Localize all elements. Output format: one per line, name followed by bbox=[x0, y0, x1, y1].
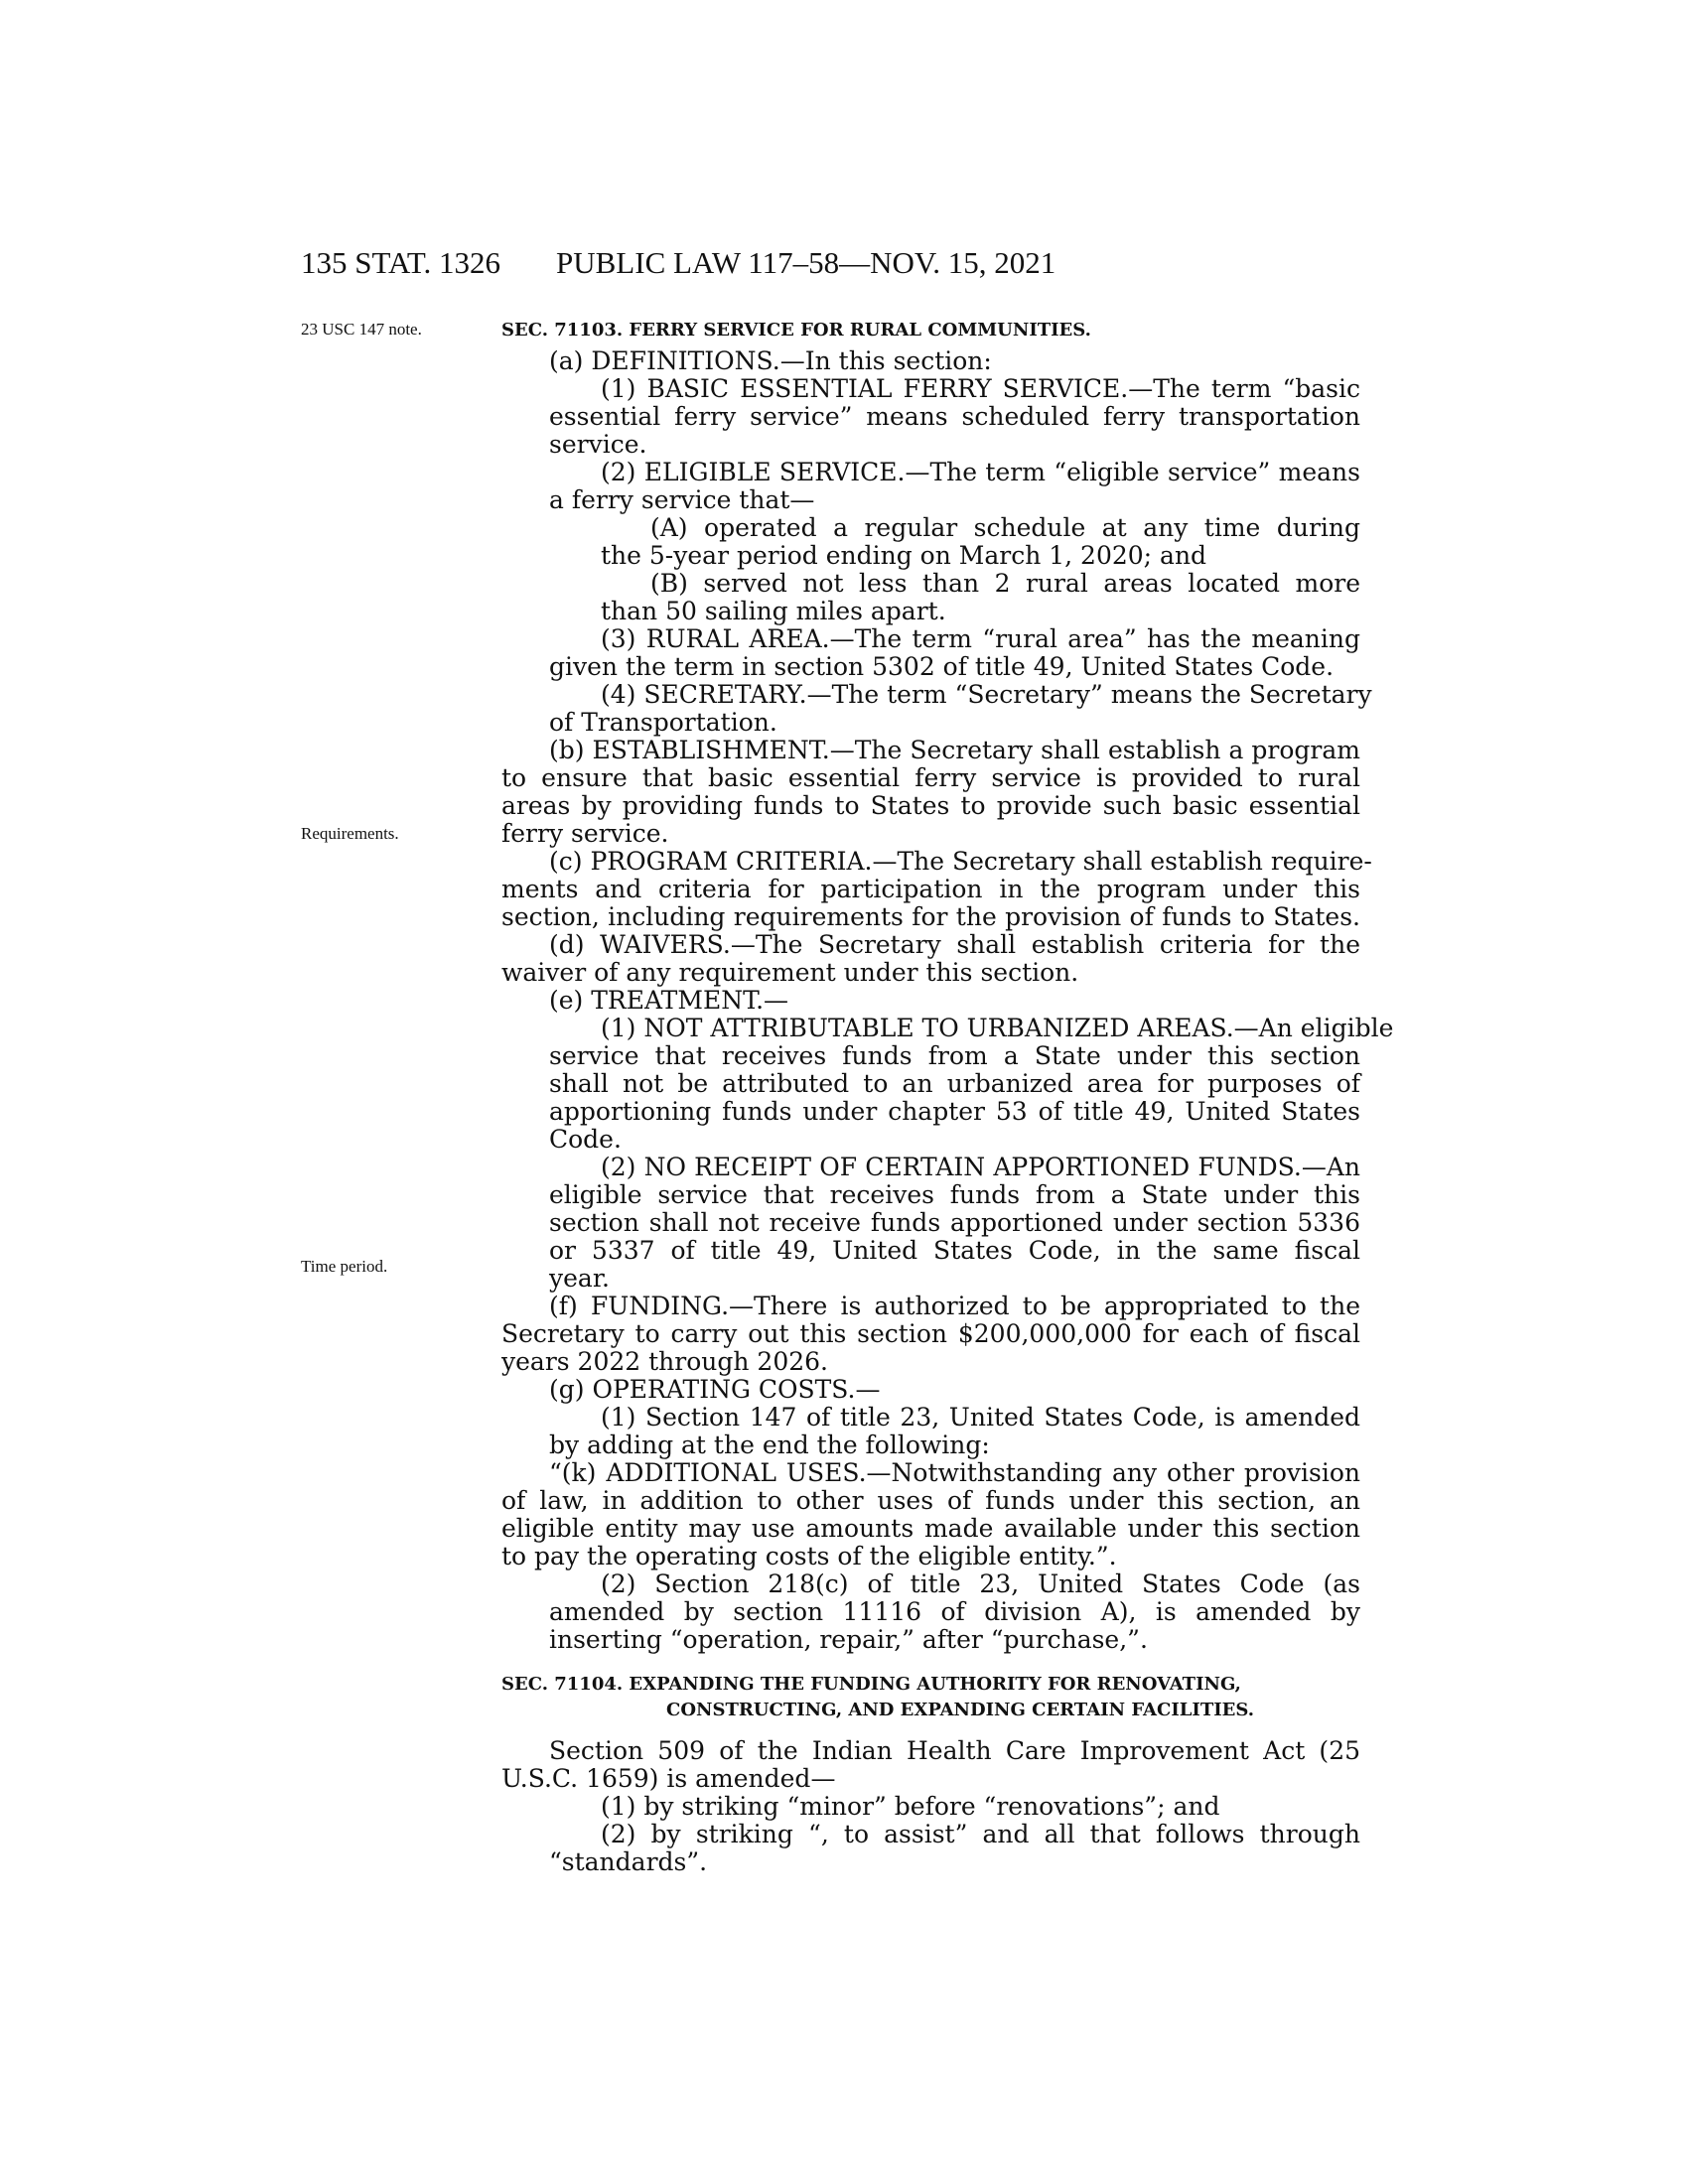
text-line: (1) Section 147 of title 23, United States Code, is amended bbox=[601, 1403, 1360, 1432]
stat-page-reference: 135 STAT. 1326 bbox=[301, 245, 501, 280]
text-line: (A) operated a regular schedule at any time during bbox=[650, 513, 1360, 542]
margin-note-time-period: Time period. bbox=[301, 1257, 388, 1276]
text-line: of law, in addition to other uses of funds under this section, an bbox=[501, 1486, 1360, 1515]
text-line: of Transportation. bbox=[549, 708, 777, 737]
text-line: amended by section 11116 of division A), is amended by bbox=[549, 1597, 1360, 1626]
text-line: (1) by striking “minor” before “renovations”; and bbox=[601, 1792, 1220, 1821]
text-line: U.S.C. 1659) is amended— bbox=[501, 1764, 836, 1793]
text-line: service. bbox=[549, 430, 647, 459]
text-line: “standards”. bbox=[549, 1847, 708, 1876]
running-head bbox=[0, 245, 1688, 285]
text-line: (c) PROGRAM CRITERIA.—The Secretary shall establish require- bbox=[549, 847, 1372, 876]
text-line: (3) RURAL AREA.—The term “rural area” has the meaning bbox=[601, 624, 1360, 653]
text-line: (f) FUNDING.—There is authorized to be appropriated to the bbox=[549, 1292, 1360, 1320]
text-line: year. bbox=[549, 1264, 610, 1293]
text-line: apportioning funds under chapter 53 of title 49, United States bbox=[549, 1097, 1360, 1126]
text-line: Secretary to carry out this section $200,000,000 for each of fiscal bbox=[501, 1319, 1360, 1348]
text-line: service that receives funds from a State under this section bbox=[549, 1041, 1360, 1070]
margin-note-usc: 23 USC 147 note. bbox=[301, 320, 422, 339]
text-line: essential ferry service” means scheduled ferry transportation bbox=[549, 402, 1360, 431]
text-line: (2) NO RECEIPT OF CERTAIN APPORTIONED FUNDS.—An bbox=[601, 1153, 1360, 1181]
text-line: to ensure that basic essential ferry service is provided to rural bbox=[501, 763, 1360, 792]
text-line: (4) SECRETARY.—The term “Secretary” means the Secretary bbox=[601, 680, 1372, 709]
text-line: (g) OPERATING COSTS.— bbox=[549, 1375, 881, 1404]
section-heading-71104: SEC. 71104. EXPANDING THE FUNDING AUTHORITY FOR RENOVATING, bbox=[501, 1674, 1241, 1695]
text-line: (1) BASIC ESSENTIAL FERRY SERVICE.—The term “basic bbox=[601, 374, 1360, 403]
text-line: years 2022 through 2026. bbox=[501, 1347, 828, 1376]
text-line: (d) WAIVERS.—The Secretary shall establish criteria for the bbox=[549, 930, 1360, 959]
text-line: given the term in section 5302 of title 49, United States Code. bbox=[549, 652, 1335, 681]
text-line: by adding at the end the following: bbox=[549, 1431, 990, 1459]
text-line: the 5-year period ending on March 1, 2020; and bbox=[601, 541, 1207, 570]
text-line: than 50 sailing miles apart. bbox=[601, 597, 946, 625]
text-line: section shall not receive funds apportioned under section 5336 bbox=[549, 1208, 1360, 1237]
text-line: (2) ELIGIBLE SERVICE.—The term “eligible service” means bbox=[601, 458, 1360, 486]
text-line: to pay the operating costs of the eligible entity.”. bbox=[501, 1542, 1117, 1570]
text-line: (2) Section 218(c) of title 23, United States Code (as bbox=[601, 1570, 1360, 1598]
text-line: shall not be attributed to an urbanized area for purposes of bbox=[549, 1069, 1360, 1098]
text-line: ferry service. bbox=[501, 819, 669, 848]
text-line: or 5337 of title 49, United States Code, in the same fiscal bbox=[549, 1236, 1360, 1265]
text-line: (B) served not less than 2 rural areas located more bbox=[650, 569, 1360, 598]
text-line: (2) by striking “, to assist” and all that follows through bbox=[601, 1820, 1360, 1848]
text-line: Code. bbox=[549, 1125, 622, 1154]
text-line: section, including requirements for the provision of funds to States. bbox=[501, 902, 1360, 931]
section-heading-71104-cont: CONSTRUCTING, AND EXPANDING CERTAIN FACILITIES. bbox=[666, 1700, 1254, 1720]
margin-note-requirements: Requirements. bbox=[301, 824, 399, 843]
section-heading-71103: SEC. 71103. FERRY SERVICE FOR RURAL COMMUNITIES. bbox=[501, 320, 1091, 341]
text-line: Section 509 of the Indian Health Care Improvement Act (25 bbox=[549, 1736, 1360, 1765]
text-line: (e) TREATMENT.— bbox=[549, 986, 789, 1015]
text-line: waiver of any requirement under this section. bbox=[501, 958, 1079, 987]
text-line: a ferry service that— bbox=[549, 485, 815, 514]
text-line: (1) NOT ATTRIBUTABLE TO URBANIZED AREAS.—An eligible bbox=[601, 1014, 1394, 1042]
text-line: areas by providing funds to States to provide such basic essential bbox=[501, 791, 1360, 820]
text-line: eligible service that receives funds from a State under this bbox=[549, 1180, 1360, 1209]
text-line: ments and criteria for participation in the program under this bbox=[501, 875, 1360, 903]
text-line: (b) ESTABLISHMENT.—The Secretary shall establish a program bbox=[549, 736, 1360, 764]
text-line: “(k) ADDITIONAL USES.—Notwithstanding any other provision bbox=[549, 1458, 1360, 1487]
text-line: eligible entity may use amounts made available under this section bbox=[501, 1514, 1360, 1543]
text-line: inserting “operation, repair,” after “purchase,”. bbox=[549, 1625, 1148, 1654]
public-law-citation: PUBLIC LAW 117–58—NOV. 15, 2021 bbox=[556, 245, 1056, 280]
text-line: (a) DEFINITIONS.—In this section: bbox=[549, 346, 992, 375]
page-body bbox=[501, 318, 1394, 1876]
